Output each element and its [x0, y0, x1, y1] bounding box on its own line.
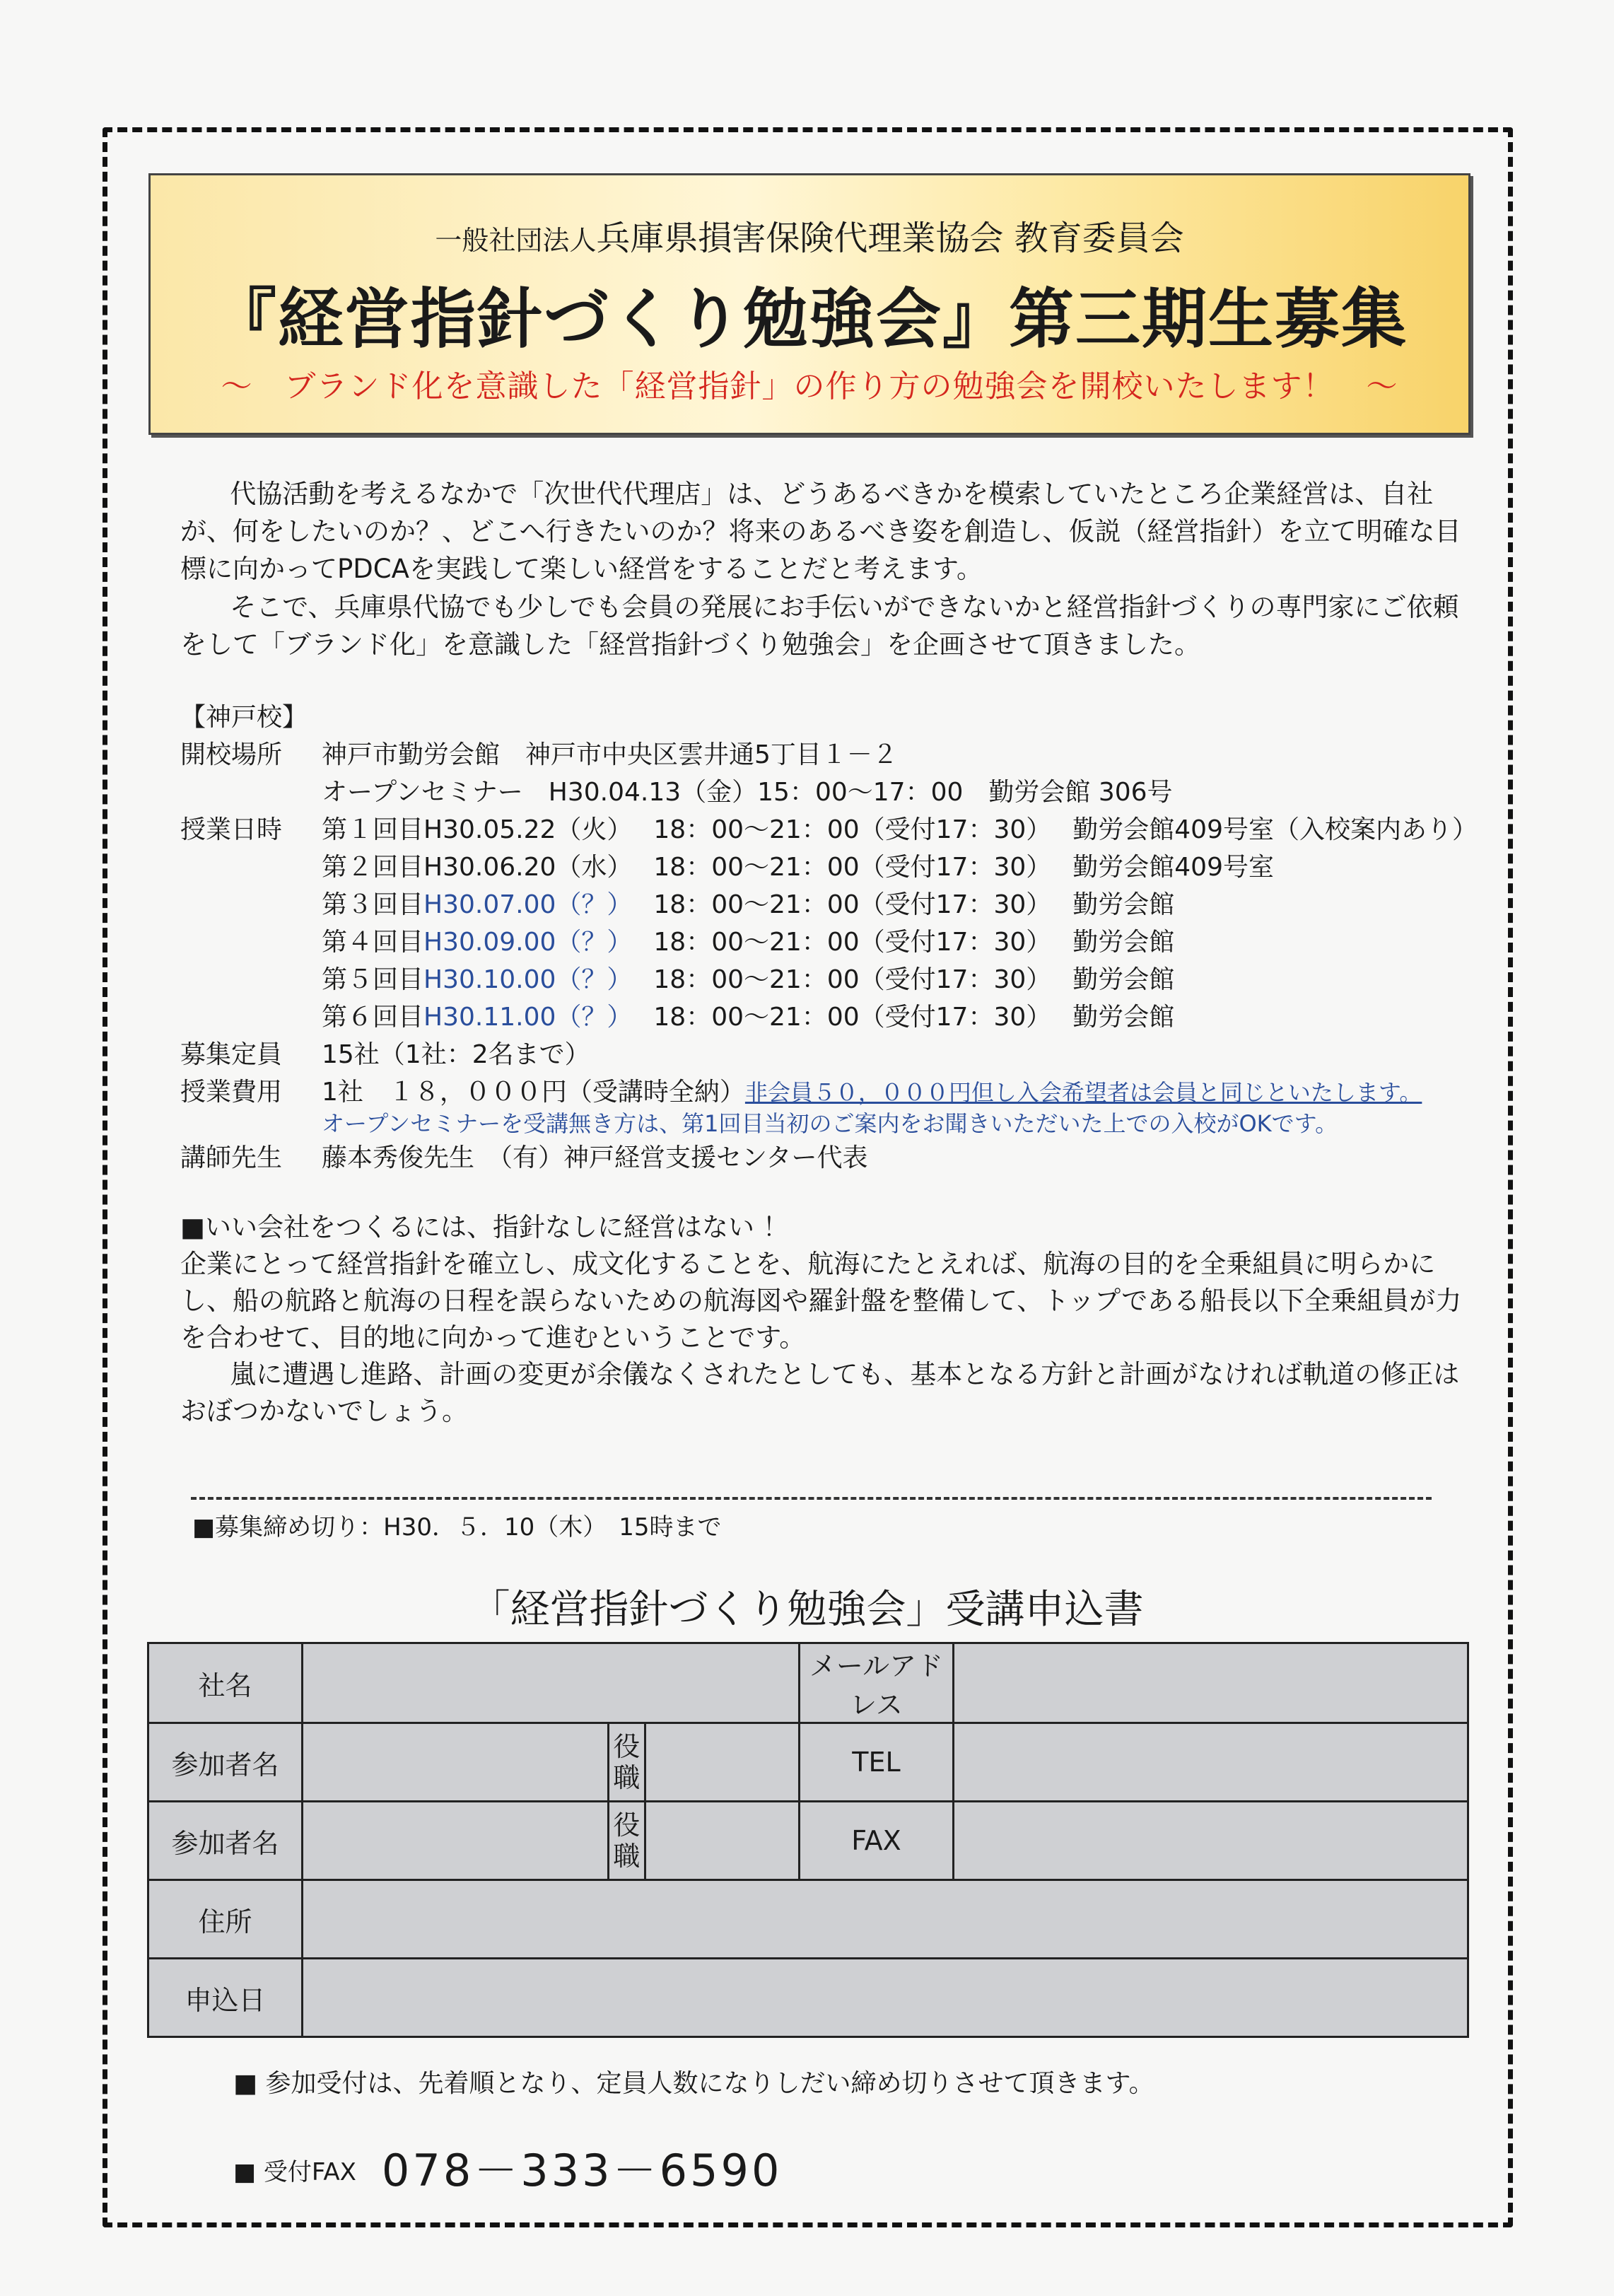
- participant-name-field[interactable]: [303, 1723, 609, 1802]
- session-row: [180, 811, 1481, 849]
- capacity-value: 15社（1社：2名まで）: [322, 1040, 590, 1069]
- dashed-divider: [191, 1497, 1432, 1500]
- session-place: 勤労会館: [1072, 928, 1175, 957]
- role-label: 役 職: [608, 1723, 645, 1802]
- open-seminar: オープンセミナー H30.04.13（金）15：00～17：00 勤労会館 306号: [322, 778, 1173, 807]
- session-time: 18：00～21：00（受付17：30）: [653, 1003, 1052, 1032]
- session-date: H30.07.00（？）: [423, 890, 633, 919]
- address-label: 住所: [148, 1880, 303, 1959]
- footer-note: ■ 参加受付は、先着順となり、定員人数になりしだい締め切りさせて頂きます。: [233, 2069, 1154, 2098]
- schedule-label: 授業日時: [180, 815, 283, 844]
- session-time: 18：00～21：00（受付17：30）: [653, 890, 1052, 919]
- address-field[interactable]: [303, 1880, 1468, 1959]
- session-place: 勤労会館409号室: [1072, 853, 1274, 882]
- org-main: 兵庫県損害保険代理業協会 教育委員会: [596, 218, 1184, 258]
- session-row: [180, 849, 1481, 886]
- participant-label: 参加者名: [148, 1723, 303, 1802]
- session-place: 勤労会館: [1072, 1003, 1175, 1032]
- apply-date-field[interactable]: [303, 1959, 1468, 2037]
- session-date: H30.06.20（水）: [423, 853, 633, 882]
- participant-label: 参加者名: [148, 1802, 303, 1880]
- email-label: メールアドレス: [800, 1643, 954, 1723]
- session-date: H30.05.22（火）: [423, 815, 633, 844]
- participant-name-field[interactable]: [303, 1802, 609, 1880]
- company-field[interactable]: [303, 1643, 800, 1723]
- school-label: 【神戸校】: [180, 703, 308, 732]
- org-prefix: 一般社団法人: [435, 225, 597, 256]
- form-row-participant-2: [148, 1802, 1468, 1880]
- role-field[interactable]: [645, 1723, 800, 1802]
- policy-paragraph-2: 嵐に遭遇し進路、計画の変更が余儀なくされたとしても、基本となる方針と計画がなければ軌道の修正はおぼつかないでしょう。: [180, 1359, 1460, 1426]
- email-field[interactable]: [954, 1643, 1468, 1723]
- apply-date-label: 申込日: [148, 1959, 303, 2037]
- policy-section: [180, 1209, 1481, 1430]
- form-row-participant-1: [148, 1723, 1468, 1802]
- form-row-company: [148, 1643, 1468, 1723]
- fax-label: FAX: [800, 1802, 954, 1880]
- intro-paragraph-1: 代協活動を考えるなかで「次世代代理店」は、どうあるべきかを模索していたところ企業経営は、自社が、何をしたいのか？、どこへ行きたいのか？将来のあるべき姿を創造し、仮説（経営指針）を立て明確な目標に向かってPDCAを実践して楽しい経営をすることだと考えます。: [180, 479, 1461, 584]
- session-place: 勤労会館409号室（入校案内あり）: [1072, 815, 1478, 844]
- session-row: [180, 998, 1481, 1036]
- venue-value: 神戸市勤労会館 神戸市中央区雲井通5丁目１－２: [322, 740, 898, 769]
- capacity-label: 募集定員: [180, 1040, 283, 1069]
- organization-name: [151, 211, 1468, 260]
- lecturer-value: 藤本秀俊先生 （有）神戸経営支援センター代表: [322, 1143, 868, 1172]
- intro-paragraph-2: そこで、兵庫県代協でも少しでも会員の発展にお手伝いができないかと経営指針づくりの専門家にご依頼をして「ブランド化」を意識した「経営指針づくり勉強会」を企画させて頂きました。: [180, 592, 1459, 660]
- application-deadline: ■募集締め切り：H30．５．10（木） 15時まで: [192, 1513, 722, 1542]
- role-label: 役 職: [608, 1802, 645, 1880]
- session-time: 18：00～21：00（受付17：30）: [653, 965, 1052, 994]
- session-number: 第４回目: [322, 928, 424, 957]
- session-time: 18：00～21：00（受付17：30）: [653, 928, 1052, 957]
- session-number: 第２回目: [322, 853, 424, 882]
- fax-number: 078－333－6590: [381, 2145, 783, 2196]
- session-number: 第６回目: [322, 1003, 424, 1032]
- tel-label: TEL: [800, 1723, 954, 1802]
- lecturer-label: 講師先生: [180, 1143, 283, 1172]
- application-form: [147, 1642, 1469, 2038]
- session-number: 第５回目: [322, 965, 424, 994]
- session-list: [180, 811, 1481, 1036]
- session-row: [180, 886, 1481, 923]
- tel-field[interactable]: [954, 1723, 1468, 1802]
- form-row-date: [148, 1959, 1468, 2037]
- session-row: [180, 961, 1481, 998]
- fee-value: 1社 １８，０００円（受講時全納）: [322, 1078, 745, 1107]
- session-row: [180, 923, 1481, 961]
- session-number: 第１回目: [322, 815, 424, 844]
- session-date: H30.09.00（？）: [423, 928, 633, 957]
- session-time: 18：00～21：00（受付17：30）: [653, 853, 1052, 882]
- session-date: H30.11.00（？）: [423, 1003, 633, 1032]
- role-field[interactable]: [645, 1802, 800, 1880]
- session-time: 18：00～21：00（受付17：30）: [653, 815, 1052, 844]
- venue-label: 開校場所: [180, 740, 283, 769]
- course-info: [180, 699, 1481, 1177]
- fee-note: 非会員５０，０００円但し入会希望者は会員と同じといたします。: [744, 1079, 1422, 1106]
- policy-paragraph-1: 企業にとって経営指針を確立し、成文化することを、航海にたとえれば、航海の目的を全乗組員に明らかにし、船の航路と航海の日程を誤らないための航海図や羅針盤を整備して、トップである船長以下全乗組員が力を合わせて、目的地に向かって進むということです。: [180, 1249, 1462, 1353]
- policy-heading: ■いい会社をつくるには、指針なしに経営はない ！: [180, 1212, 789, 1242]
- header-banner: [148, 173, 1470, 435]
- session-date: H30.10.00（？）: [423, 965, 633, 994]
- page-title: 『経営指針づくり勉強会』第三期生募集: [211, 281, 1408, 357]
- fee-label: 授業費用: [180, 1078, 283, 1107]
- fax-field[interactable]: [954, 1802, 1468, 1880]
- session-place: 勤労会館: [1072, 890, 1175, 919]
- fax-line: [233, 2135, 782, 2198]
- fax-label: ■ 受付FAX: [233, 2158, 356, 2186]
- session-place: 勤労会館: [1072, 965, 1175, 994]
- session-number: 第３回目: [322, 890, 424, 919]
- form-title: 「経営指針づくり勉強会」受講申込書: [470, 1587, 1144, 1633]
- fee-note-2: オープンセミナーを受講無き方は、第1回目当初のご案内をお聞きいただいた上での入校がOKです。: [322, 1110, 1338, 1137]
- page-subtitle: ～ ブランド化を意識した「経営指針」の作り方の勉強会を開校いたします！ ～: [221, 368, 1398, 404]
- form-row-address: [148, 1880, 1468, 1959]
- company-label: 社名: [148, 1643, 303, 1723]
